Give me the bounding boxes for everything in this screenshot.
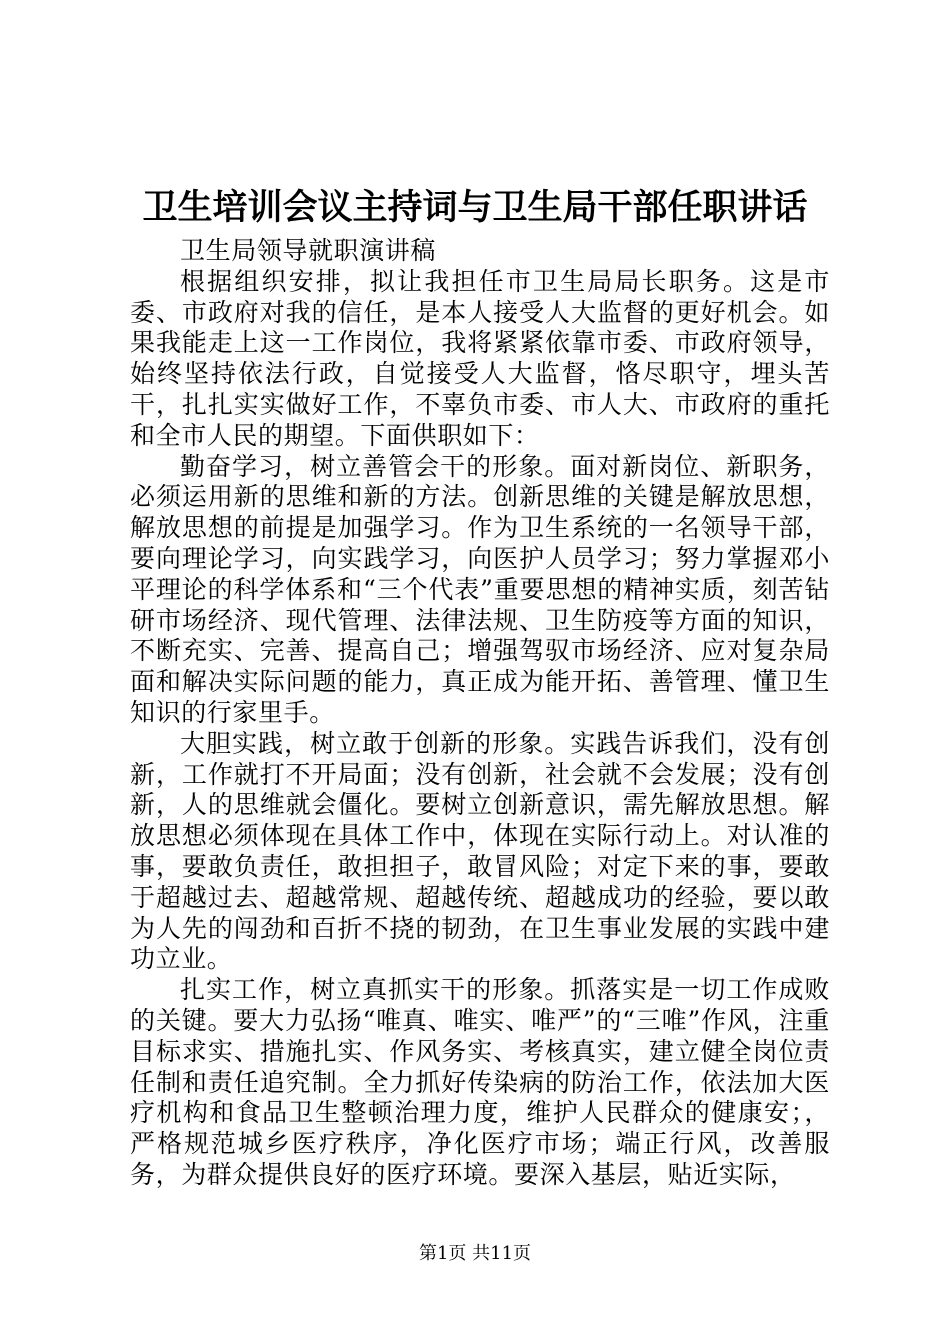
page-footer: 第1页 共11页 bbox=[418, 1243, 532, 1264]
document-body bbox=[130, 236, 830, 1191]
study-paragraph: 勤奋学习，树立善管会干的形象。面对新岗位、新职务，必须运用新的思维和新的方法。创新思维的关键是解放思想，解放思想的前提是加强学习。作为卫生系统的一名领导干部，要向理论学习，向实践学习，向医护人员学习；努力掌握邓小平理论的科学体系和“三个代表”重要思想的精神实质，刻苦钻研市场经济、现代管理、法律法规、卫生防疫等方面的知识，不断充实、完善、提高自己；增强驾驭市场经济、应对复杂局面和解决实际问题的能力，真正成为能开拓、善管理、懂卫生知识的行家里手。 bbox=[130, 451, 830, 727]
document-title: 卫生培训会议主持词与卫生局干部任职讲话 bbox=[142, 187, 808, 228]
intro-paragraph: 根据组织安排，拟让我担任市卫生局局长职务。这是市委、市政府对我的信任，是本人接受人大监督的更好机会。如果我能走上这一工作岗位，我将紧紧依靠市委、市政府领导，始终坚持依法行政，自觉接受人大监督，恪尽职守，埋头苦干，扎扎实实做好工作，不辜负市委、市人大、市政府的重托和全市人民的期望。下面供职如下： bbox=[130, 266, 830, 450]
work-paragraph: 扎实工作，树立真抓实干的形象。抓落实是一切工作成败的关键。要大力弘扬“唯真、唯实、唯严”的“三唯”作风，注重目标求实、措施扎实、作风务实、考核真实，建立健全岗位责任制和责任追究制。全力抓好传染病的防治工作，依法加大医疗机构和食品卫生整顿治理力度，维护人民群众的健康安；，严格规范城乡医疗秩序，净化医疗市场；端正行风，改善服务，为群众提供良好的医疗环境。要深入基层，贴近实际， bbox=[130, 975, 830, 1189]
subtitle-paragraph: 卫生局领导就职演讲稿 bbox=[180, 236, 437, 265]
practice-paragraph: 大胆实践，树立敢于创新的形象。实践告诉我们，没有创新，工作就打不开局面；没有创新，社会就不会发展；没有创新，人的思维就会僵化。要树立创新意识，需先解放思想。解放思想必须体现在具体工作中，体现在实际行动上。对认准的事，要敢负责任，敢担担子，敢冒风险；对定下来的事，要敢于超越过去、超越常规、超越传统、超越成功的经验，要以敢为人先的闯劲和百折不挠的韧劲，在卫生事业发展的实践中建功立业。 bbox=[130, 728, 830, 974]
